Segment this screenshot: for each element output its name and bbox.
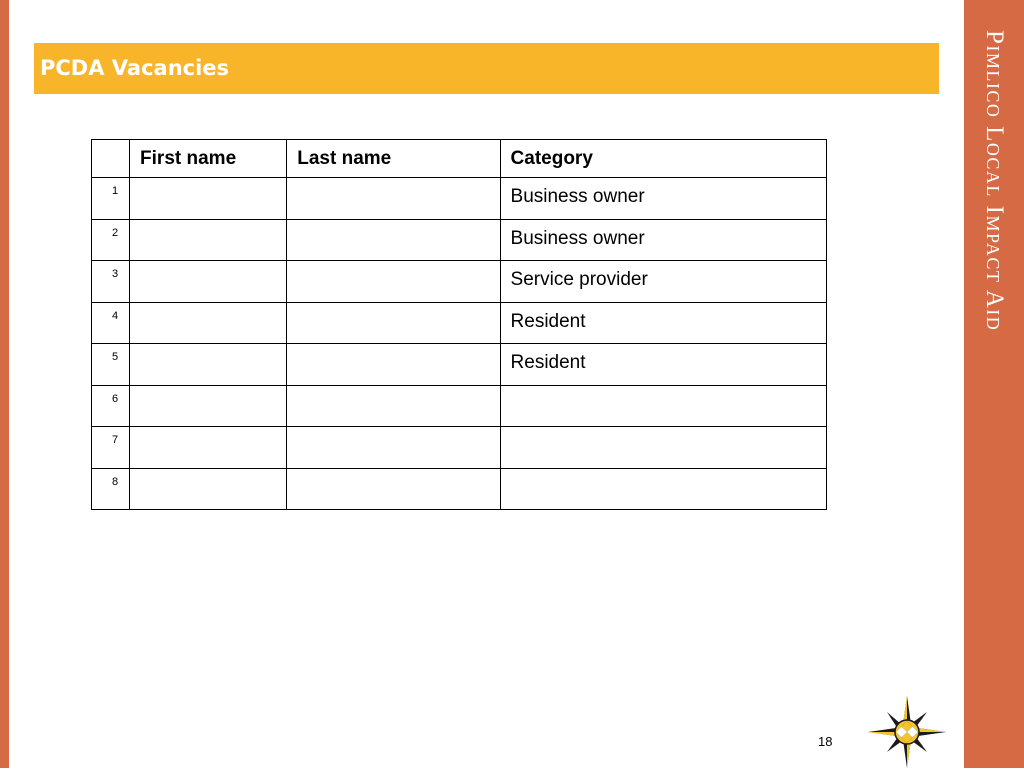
- table-row: [92, 302, 827, 344]
- vacancies-table: [91, 139, 827, 510]
- row-number: 6: [92, 385, 130, 427]
- last-name-cell: [287, 178, 500, 220]
- last-name-cell: [287, 468, 500, 510]
- left-accent-bar: [0, 0, 9, 768]
- category-cell: Business owner: [500, 219, 826, 261]
- category-cell: Resident: [500, 344, 826, 386]
- first-name-cell: [130, 219, 287, 261]
- first-name-cell: [130, 427, 287, 469]
- last-name-cell: [287, 219, 500, 261]
- table-row: [92, 427, 827, 469]
- header-last-name: Last name: [287, 140, 500, 178]
- table-row: [92, 468, 827, 510]
- first-name-cell: [130, 344, 287, 386]
- slide-title: PCDA Vacancies: [40, 56, 230, 80]
- row-number: 1: [92, 178, 130, 220]
- category-cell: Business owner: [500, 178, 826, 220]
- table-row: [92, 344, 827, 386]
- table-row: [92, 385, 827, 427]
- first-name-cell: [130, 385, 287, 427]
- last-name-cell: [287, 427, 500, 469]
- last-name-cell: [287, 302, 500, 344]
- header-first-name: First name: [130, 140, 287, 178]
- first-name-cell: [130, 178, 287, 220]
- category-cell: [500, 427, 826, 469]
- category-cell: Service provider: [500, 261, 826, 303]
- last-name-cell: [287, 261, 500, 303]
- row-number: 7: [92, 427, 130, 469]
- category-cell: [500, 468, 826, 510]
- compass-star-icon: [866, 694, 948, 770]
- first-name-cell: [130, 468, 287, 510]
- row-number: 2: [92, 219, 130, 261]
- last-name-cell: [287, 385, 500, 427]
- last-name-cell: [287, 344, 500, 386]
- row-number: 3: [92, 261, 130, 303]
- first-name-cell: [130, 302, 287, 344]
- row-number: 8: [92, 468, 130, 510]
- category-cell: [500, 385, 826, 427]
- table-header-row: [92, 140, 827, 178]
- table-row: [92, 261, 827, 303]
- side-title: Pimlico Local Impact Aid: [981, 30, 1008, 332]
- row-number: 4: [92, 302, 130, 344]
- title-banner: [34, 43, 939, 94]
- header-number: [92, 140, 130, 178]
- table-row: [92, 219, 827, 261]
- first-name-cell: [130, 261, 287, 303]
- row-number: 5: [92, 344, 130, 386]
- table-row: [92, 178, 827, 220]
- category-cell: Resident: [500, 302, 826, 344]
- page-number: 18: [818, 734, 833, 749]
- header-category: Category: [500, 140, 826, 178]
